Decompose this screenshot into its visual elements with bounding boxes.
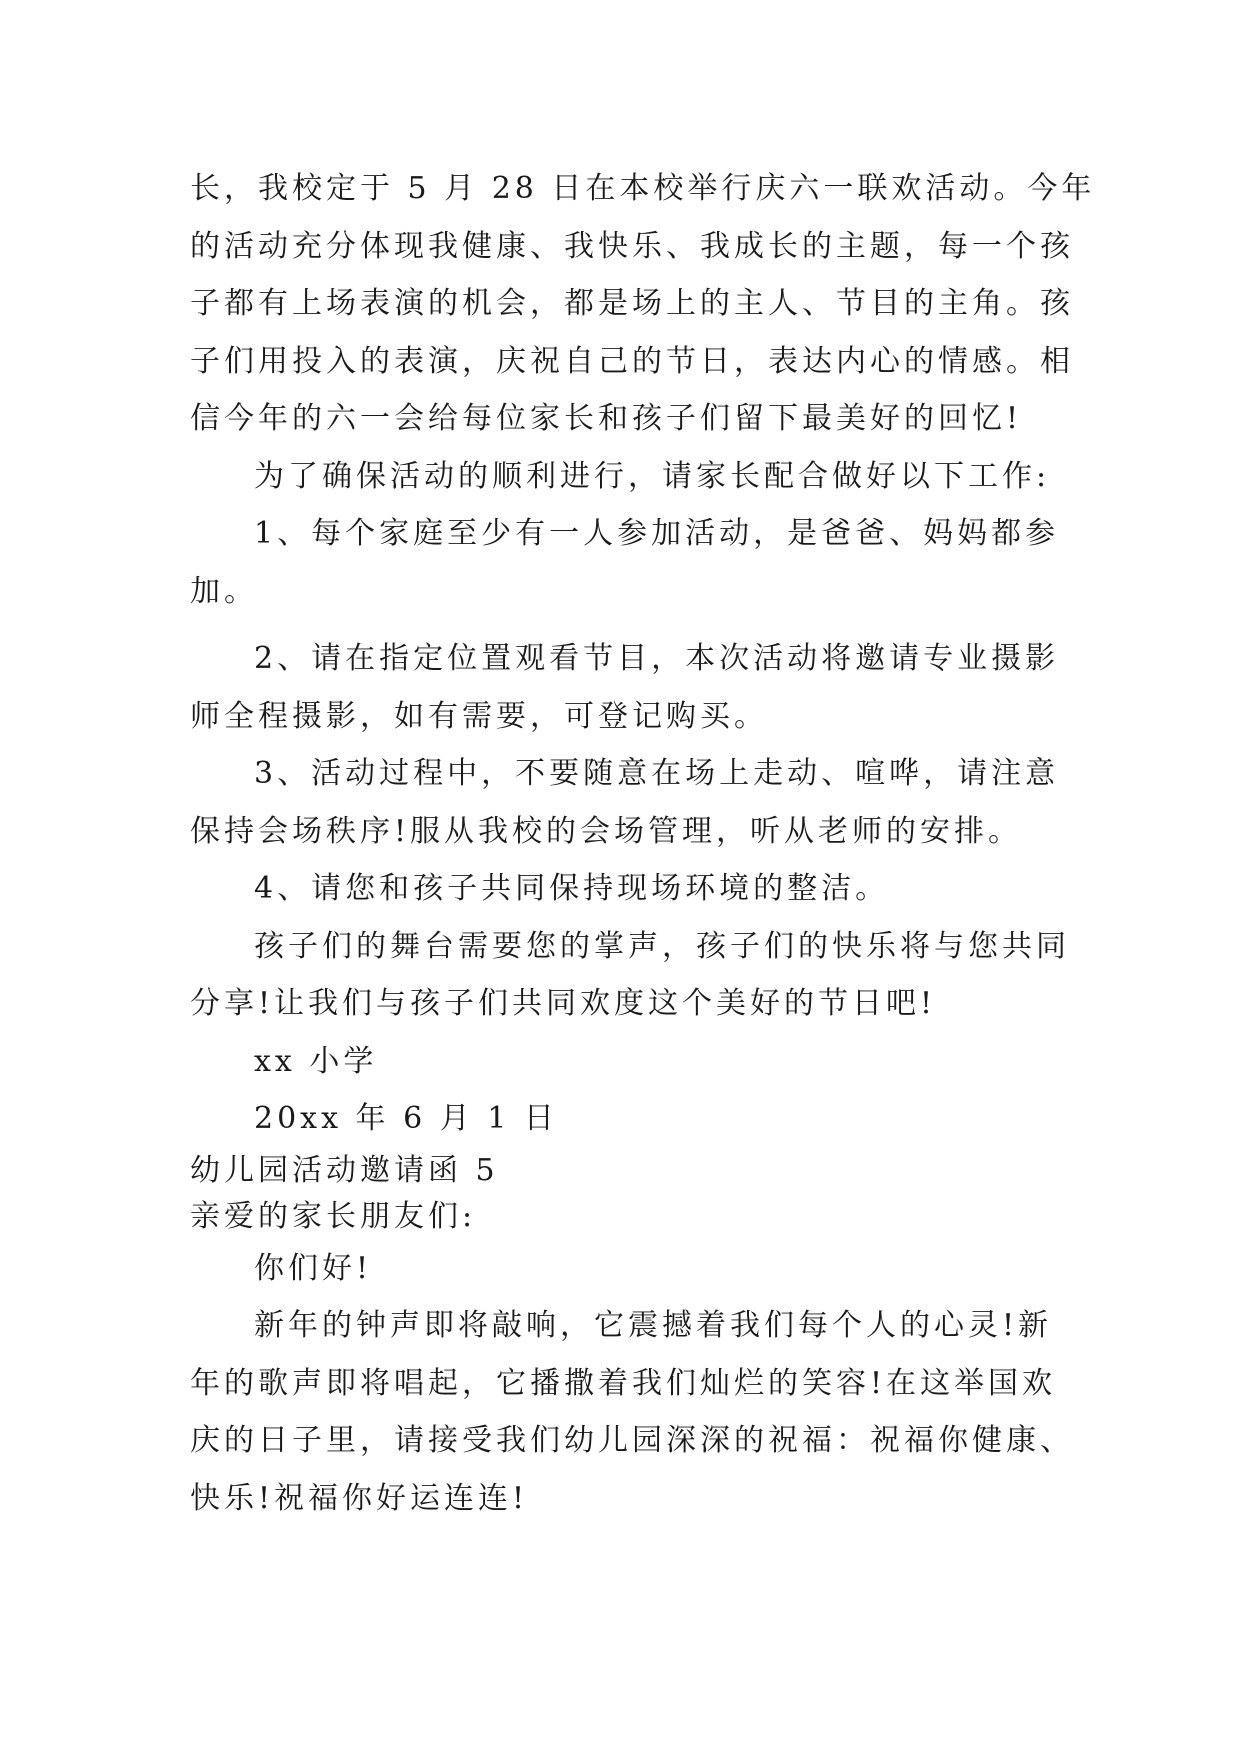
text-line: 师全程摄影，如有需要，可登记购买。 bbox=[190, 698, 768, 734]
text-line: 子们用投入的表演，庆祝自己的节日，表达内心的情感。相 bbox=[190, 343, 1074, 379]
signature-date: 20xx 年 6 月 1 日 bbox=[254, 1101, 558, 1136]
text-line: 年的歌声即将唱起，它播撒着我们灿烂的笑容!在这举国欢 bbox=[190, 1365, 1057, 1401]
text-line: 孩子们的舞台需要您的掌声，孩子们的快乐将与您共同 bbox=[254, 928, 1070, 964]
document-body bbox=[190, 160, 1096, 1527]
text-line: 加。 bbox=[190, 573, 258, 609]
text-line: 子都有上场表演的机会，都是场上的主人、节目的主角。孩 bbox=[190, 286, 1074, 321]
text-line: 信今年的六一会给每位家长和孩子们留下最美好的回忆! bbox=[190, 401, 1023, 436]
text-line: 庆的日子里，请接受我们幼儿园深深的祝福：祝福你健康、 bbox=[190, 1423, 1074, 1458]
list-item-1: 1、每个家庭至少有一人参加活动，是爸爸、妈妈都参 bbox=[254, 516, 1060, 551]
text-line: 的活动充分体现我健康、我快乐、我成长的主题，每一个孩 bbox=[190, 228, 1074, 264]
list-item-4: 4、请您和孩子共同保持现场环境的整洁。 bbox=[254, 871, 890, 906]
list-item-2: 2、请在指定位置观看节目，本次活动将邀请专业摄影 bbox=[254, 641, 1060, 676]
text-line: 快乐!祝福你好运连连! bbox=[190, 1480, 529, 1516]
list-item-3: 3、活动过程中，不要随意在场上走动、喧哗，请注意 bbox=[254, 756, 1060, 791]
text-line: 为了确保活动的顺利进行，请家长配合做好以下工作: bbox=[254, 458, 1051, 494]
section-title: 幼儿园活动邀请函 5 bbox=[190, 1152, 499, 1188]
text-line: 分享!让我们与孩子们共同欢度这个美好的节日吧! bbox=[190, 986, 937, 1021]
text-line: 新年的钟声即将敲响，它震撼着我们每个人的心灵!新 bbox=[254, 1308, 1053, 1343]
text-line: 保持会场秩序!服从我校的会场管理，听从老师的安排。 bbox=[190, 813, 1023, 849]
salutation: 亲爱的家长朋友们: bbox=[190, 1198, 477, 1234]
text-line: 长，我校定于 5 月 28 日在本校举行庆六一联欢活动。今年 bbox=[190, 171, 1096, 206]
signature-school: xx 小学 bbox=[254, 1043, 378, 1079]
greeting: 你们好! bbox=[254, 1250, 373, 1286]
